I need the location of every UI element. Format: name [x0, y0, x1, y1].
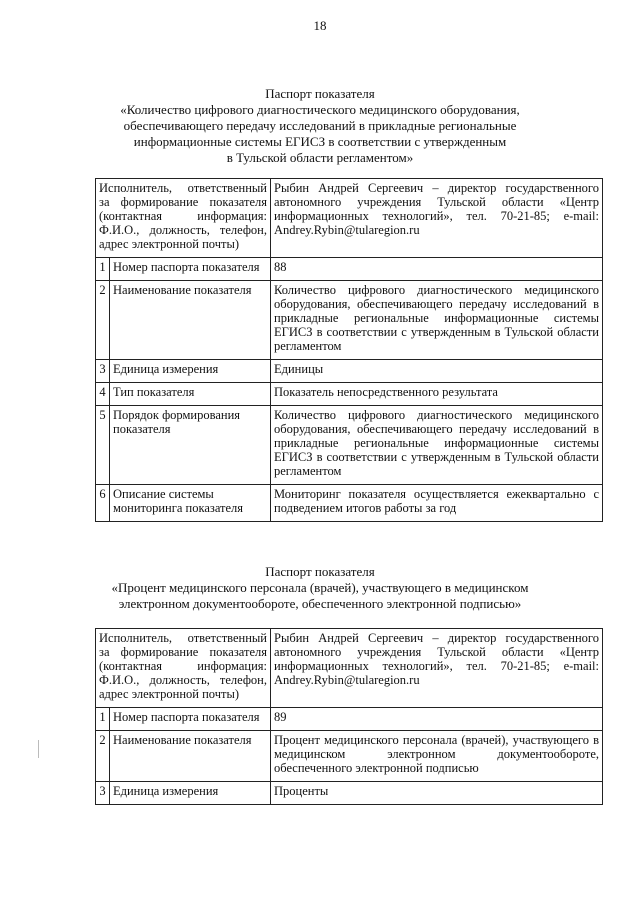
row-label: Единица измерения	[110, 782, 271, 805]
row-number: 3	[96, 360, 110, 383]
table-row	[96, 629, 603, 708]
passport-1-table	[95, 178, 603, 522]
passport-2-heading	[80, 564, 560, 612]
passport-1-heading	[80, 86, 560, 166]
row-value: 89	[271, 708, 603, 731]
heading-line: электронном документообороте, обеспеченного электронной подписью»	[118, 596, 522, 611]
row-label: Единица измерения	[110, 360, 271, 383]
executor-label: Исполнитель, ответственный за формирование показателя (контактная информация: Ф.И.О., должность, телефон, адрес электронной почты)	[96, 179, 271, 258]
scan-edge-mark	[38, 740, 39, 758]
table-row	[96, 281, 603, 360]
executor-value: Рыбин Андрей Сергеевич – директор государственного автономного учреждения Тульской области «Центр информационных технологий», тел. 70-21-85; e-mail: Andrey.Rybin@tularegion.ru	[271, 629, 603, 708]
table-row	[96, 383, 603, 406]
row-number: 2	[96, 731, 110, 782]
heading-line: информационные системы ЕГИСЗ в соответствии с утвержденным	[133, 134, 507, 149]
table-row	[96, 782, 603, 805]
heading-line: в Тульской области регламентом»	[226, 150, 414, 165]
heading-line: «Количество цифрового диагностического медицинского оборудования,	[120, 102, 520, 117]
row-value: Мониторинг показателя осуществляется ежеквартально с подведением итогов работы за год	[271, 485, 603, 522]
row-number: 4	[96, 383, 110, 406]
table-row	[96, 406, 603, 485]
passport-2-table	[95, 628, 603, 805]
row-label: Наименование показателя	[110, 731, 271, 782]
table-row	[96, 708, 603, 731]
row-label: Номер паспорта показателя	[110, 258, 271, 281]
table-row	[96, 179, 603, 258]
row-label: Наименование показателя	[110, 281, 271, 360]
row-label: Тип показателя	[110, 383, 271, 406]
table-row	[96, 258, 603, 281]
row-value: Показатель непосредственного результата	[271, 383, 603, 406]
table-row	[96, 360, 603, 383]
row-value: Проценты	[271, 782, 603, 805]
heading-line: Паспорт показателя	[265, 86, 375, 101]
row-value: Процент медицинского персонала (врачей), участвующего в медицинском электронном документообороте, обеспеченного электронной подписью	[271, 731, 603, 782]
row-number: 5	[96, 406, 110, 485]
row-value: 88	[271, 258, 603, 281]
row-number: 1	[96, 708, 110, 731]
row-number: 1	[96, 258, 110, 281]
heading-line: обеспечивающего передачу исследований в прикладные региональные	[123, 118, 517, 133]
row-value: Количество цифрового диагностического медицинского оборудования, обеспечивающего передачу исследований в прикладные региональные информационные системы ЕГИСЗ в соответствии с утвержденным в Тульской области регламентом	[271, 281, 603, 360]
row-number: 2	[96, 281, 110, 360]
executor-label: Исполнитель, ответственный за формирование показателя (контактная информация: Ф.И.О., должность, телефон, адрес электронной почты)	[96, 629, 271, 708]
row-value: Единицы	[271, 360, 603, 383]
table-row	[96, 485, 603, 522]
page-number: 18	[313, 18, 327, 33]
row-number: 6	[96, 485, 110, 522]
row-value: Количество цифрового диагностического медицинского оборудования, обеспечивающего передачу исследований в прикладные региональные информационные системы ЕГИСЗ в соответствии с утвержденным в Тульской области регламентом	[271, 406, 603, 485]
heading-line: Паспорт показателя	[265, 564, 375, 579]
row-number: 3	[96, 782, 110, 805]
row-label: Порядок формирования показателя	[110, 406, 271, 485]
heading-line: «Процент медицинского персонала (врачей), участвующего в медицинском	[111, 580, 529, 595]
table-row	[96, 731, 603, 782]
row-label: Описание системы мониторинга показателя	[110, 485, 271, 522]
executor-value: Рыбин Андрей Сергеевич – директор государственного автономного учреждения Тульской области «Центр информационных технологий», тел. 70-21-85; e-mail: Andrey.Rybin@tularegion.ru	[271, 179, 603, 258]
row-label: Номер паспорта показателя	[110, 708, 271, 731]
